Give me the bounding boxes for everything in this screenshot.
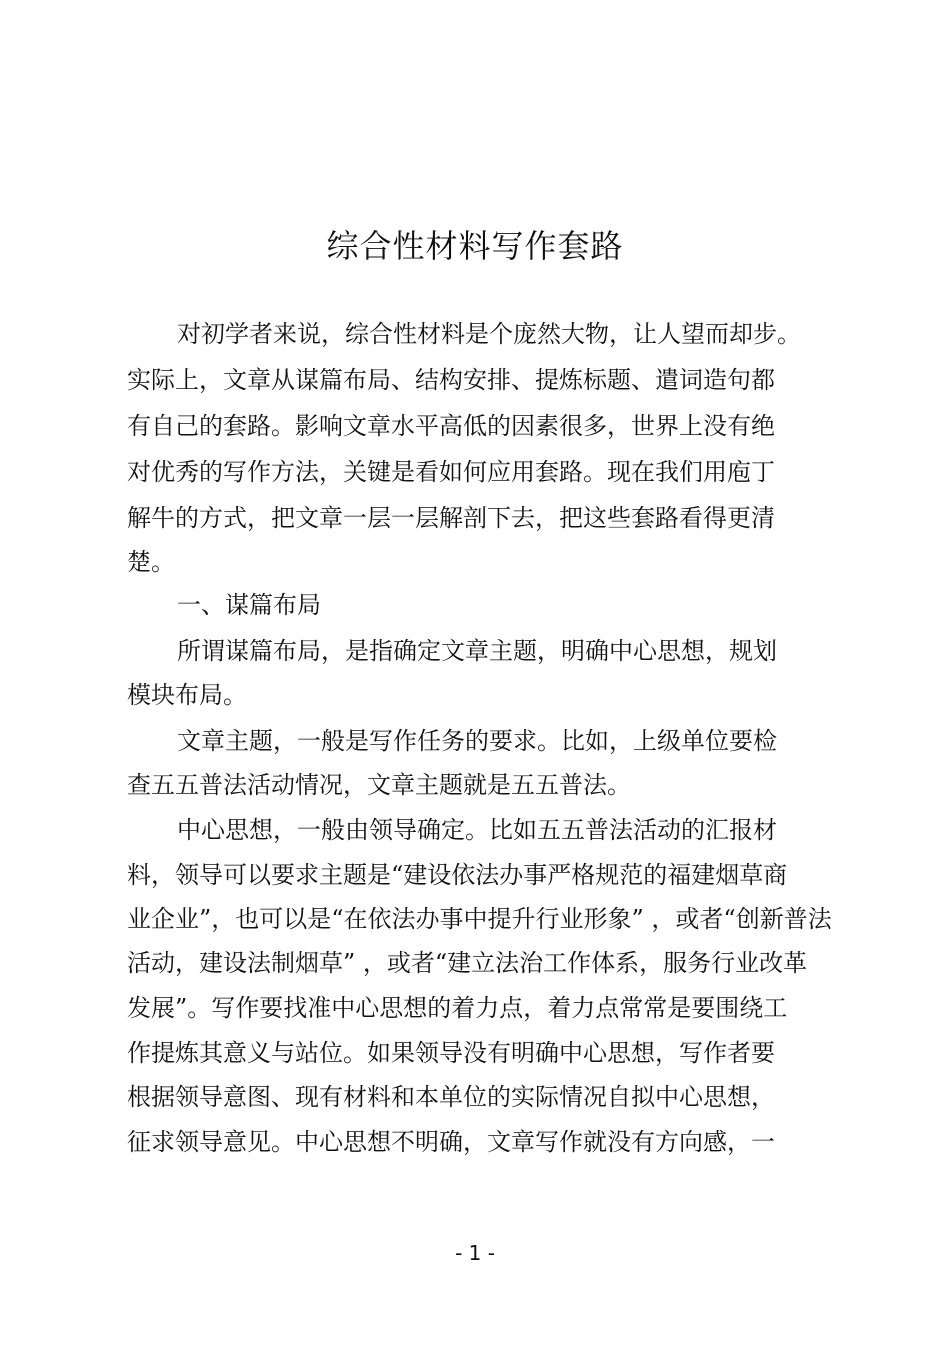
- paragraph-line: 业企业”，也可以是“在依法办事中提升行业形象” ，或者“创新普法: [127, 905, 832, 933]
- paragraph-line: 查五五普法活动情况，文章主题就是五五普法。: [127, 771, 631, 799]
- paragraph-line: 对优秀的写作方法，关键是看如何应用套路。现在我们用庖丁: [127, 458, 775, 486]
- paragraph-line: 解牛的方式，把文章一层一层解剖下去，把这些套路看得更清: [127, 504, 775, 532]
- paragraph-line: 根据领导意图、现有材料和本单位的实际情况自拟中心思想，: [127, 1083, 775, 1111]
- paragraph-line: 有自己的套路。影响文章水平高低的因素很多，世界上没有绝: [127, 412, 775, 440]
- paragraph-line: 中心思想，一般由领导确定。比如五五普法活动的汇报材: [177, 816, 777, 844]
- page-number: - 1 -: [455, 1241, 495, 1265]
- paragraph-line: 料，领导可以要求主题是“建设依法办事严格规范的福建烟草商: [127, 861, 788, 889]
- paragraph-line: 文章主题，一般是写作任务的要求。比如，上级单位要检: [177, 727, 777, 755]
- paragraph-line: 发展”。写作要找准中心思想的着力点，着力点常常是要围绕工: [127, 994, 788, 1022]
- paragraph-line: 楚。: [127, 548, 175, 576]
- paragraph-line: 所谓谋篇布局，是指确定文章主题，明确中心思想，规划: [177, 637, 777, 665]
- paragraph-line: 模块布局。: [127, 681, 247, 709]
- section-heading: 一、谋篇布局: [177, 591, 321, 619]
- paragraph-line: 征求领导意见。中心思想不明确，文章写作就没有方向感，一: [127, 1128, 775, 1156]
- paragraph-line: 活动，建设法制烟草” ，或者“建立法治工作体系，服务行业改革: [127, 949, 808, 977]
- document-title: 综合性材料写作套路: [326, 227, 624, 265]
- paragraph-line: 作提炼其意义与站位。如果领导没有明确中心思想，写作者要: [127, 1039, 775, 1067]
- paragraph-line: 对初学者来说，综合性材料是个庞然大物，让人望而却步。: [177, 320, 801, 348]
- paragraph-line: 实际上，文章从谋篇布局、结构安排、提炼标题、遣词造句都: [127, 366, 775, 394]
